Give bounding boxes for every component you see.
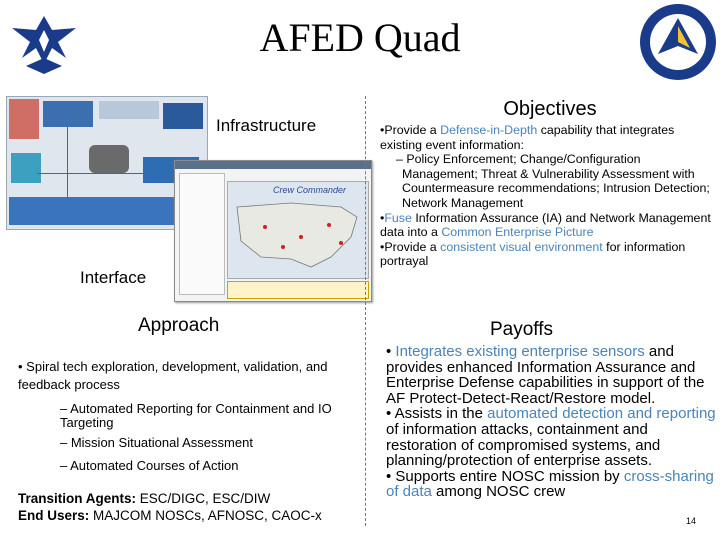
- approach-sub-1: – Automated Reporting for Containment and IO Targeting: [60, 401, 332, 430]
- infrastructure-label: Infrastructure: [216, 116, 317, 135]
- page-number: 14: [686, 516, 697, 526]
- objective-sub-1: – Policy Enforcement; Change/Configuration Management; Threat & Vulnerability Assessment with Countermeasure recommendations; Intrusion Detection; Network Management: [396, 152, 710, 210]
- payoffs-heading: Payoffs: [490, 319, 554, 340]
- column-divider: [365, 96, 366, 526]
- objective-bullet-1: •Provide a Defense-in-Depth capability that integrates existing event information:: [380, 123, 675, 152]
- payoff-2: • Assists in the automated detection and reporting of information attacks, containment and restoration of compromised systems, and planning/protection of enterprise assets.: [386, 405, 716, 470]
- payoffs-body: [386, 344, 718, 500]
- interface-screenshot: [174, 160, 372, 302]
- payoff-3: • Supports entire NOSC mission by cross-sharing of data among NOSC crew: [386, 467, 714, 501]
- objectives-body: [380, 123, 716, 269]
- payoff-1: • Integrates existing enterprise sensors and provides enhanced Information Assurance and Enterprise Defense capabilities in support of the AF Protect-Detect-React/Restore model.: [386, 343, 705, 407]
- interface-label: Interface: [80, 268, 147, 287]
- transition-agents: Transition Agents: ESC/DIGC, ESC/DIW End Users: MAJCOM NOSCs, AFNOSC, CAOC-x: [18, 491, 322, 523]
- approach-sub-2: – Mission Situational Assessment: [60, 435, 253, 450]
- approach-bullet: • Spiral tech exploration, development, validation, and feedback process: [18, 359, 328, 392]
- objective-bullet-3: •Provide a consistent visual environment for information portrayal: [380, 239, 686, 269]
- page-title: AFED Quad: [259, 15, 461, 60]
- objectives-heading: Objectives: [503, 98, 597, 120]
- approach-heading: Approach: [138, 315, 220, 336]
- approach-sub-3: – Automated Courses of Action: [60, 458, 239, 473]
- objective-bullet-2: •Fuse Information Assurance (IA) and Network Management data into a Common Enterprise Picture: [380, 210, 711, 240]
- app-name: Crew Commander: [273, 185, 347, 195]
